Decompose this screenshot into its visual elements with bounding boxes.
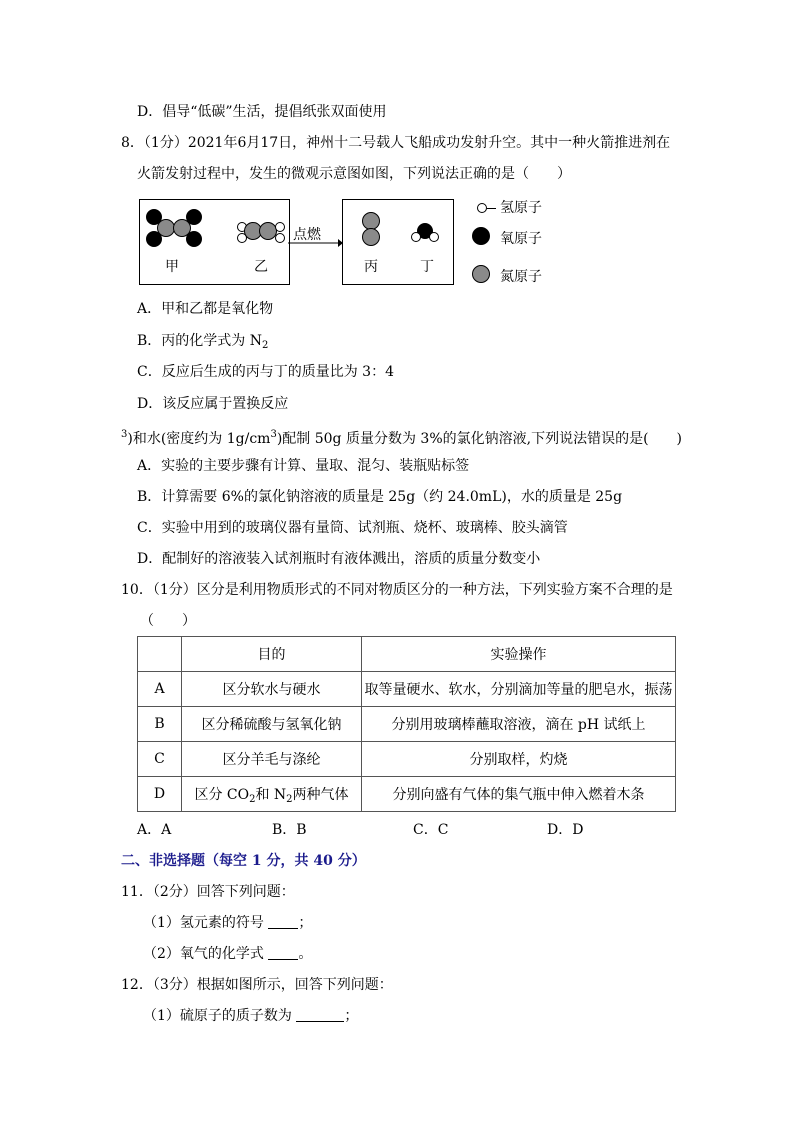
- hydrogen-atom: [411, 232, 421, 242]
- q11-part2-end: 。: [298, 946, 313, 962]
- answer-blank[interactable]: [268, 945, 298, 960]
- nitrogen-atom: [362, 228, 380, 246]
- q10-choice-b: B．B: [272, 822, 307, 838]
- row-purpose: 区分稀硫酸与氢氧化钠: [182, 707, 362, 742]
- q11-part1-end: ；: [298, 915, 313, 931]
- table-row: [138, 672, 676, 707]
- q9-option-a: A．实验的主要步骤有计算、量取、混匀、装瓶贴标签: [137, 458, 470, 474]
- legend-hydrogen: 氢原子: [500, 200, 542, 216]
- q12-part1-end: ；: [344, 1008, 359, 1024]
- q9-stem-sup2: 3: [270, 429, 277, 440]
- table-row: [138, 742, 676, 777]
- q11-part1-text: （1）氢元素的符号: [143, 915, 264, 931]
- reactant-label-1: 甲: [165, 259, 179, 275]
- q8-option-b: [137, 332, 268, 355]
- oxygen-legend-icon: [472, 227, 490, 245]
- experiment-table: [137, 636, 676, 812]
- row-label: B: [138, 707, 182, 742]
- legend-nitrogen: 氮原子: [500, 269, 542, 285]
- row-purpose: 区分羊毛与涤纶: [182, 742, 362, 777]
- purpose-text: 和 N: [255, 786, 287, 803]
- table-header-cell: 目的: [182, 637, 362, 672]
- product-label-1: 丙: [364, 259, 378, 275]
- legend-line: [487, 208, 496, 209]
- q7-option-d: D．倡导“低碳”生活，提倡纸张双面使用: [137, 104, 387, 120]
- product-label-2: 丁: [420, 259, 434, 275]
- q12-part1-text: （1）硫原子的质子数为: [143, 1008, 292, 1024]
- table-header-cell: 实验操作: [362, 637, 676, 672]
- legend-oxygen: 氧原子: [500, 231, 542, 247]
- q12-part1: [143, 1007, 358, 1025]
- purpose-sub: 2: [249, 793, 256, 805]
- row-purpose: 区分软水与硬水: [182, 672, 362, 707]
- row-operation: 取等量硬水、软水，分别滴加等量的肥皂水，振荡: [362, 672, 676, 707]
- table-row: [138, 707, 676, 742]
- q10-choice-a: A．A: [137, 822, 172, 838]
- q10-stem-line2: （ ）: [140, 613, 196, 629]
- purpose-sub: 2: [286, 793, 293, 805]
- hydrogen-atom: [275, 222, 285, 232]
- arrow-label: 点燃: [293, 227, 321, 243]
- row-operation: 分别取样，灼烧: [362, 742, 676, 777]
- q11-part2-text: （2）氧气的化学式: [143, 946, 264, 962]
- q11-stem: 11．（2分）回答下列问题：: [121, 884, 295, 900]
- q12-stem: 12．（3分）根据如图所示，回答下列问题：: [121, 977, 393, 993]
- answer-blank[interactable]: [268, 914, 298, 929]
- answer-blank[interactable]: [296, 1007, 344, 1022]
- row-purpose: [182, 777, 362, 812]
- q11-part2: [143, 945, 312, 963]
- reaction-arrow-icon: [288, 238, 343, 248]
- row-label: A: [138, 672, 182, 707]
- table-row: [138, 777, 676, 812]
- nitrogen-atom: [173, 219, 191, 237]
- q8-stem-line1: 8．（1分）2021年6月17日，神州十二号载人飞船成功发射升空。其中一种火箭推进剂在: [121, 135, 671, 151]
- q9-stem-a: )和水(密度约为 1g/cm: [127, 431, 271, 447]
- q11-part1: [143, 914, 312, 932]
- q8-stem-line2: 火箭发射过程中，发生的微观示意图如图，下列说法正确的是（ ）: [137, 166, 571, 182]
- hydrogen-atom: [275, 233, 285, 243]
- table-header-cell: [138, 637, 182, 672]
- q9-option-b: B．计算需要 6%的氯化钠溶液的质量是 25g（约 24.0mL)，水的质量是 25g: [137, 489, 623, 505]
- q9-option-d: D．配制好的溶液装入试剂瓶时有液体溅出，溶质的质量分数变小: [137, 551, 541, 567]
- section-title: 二、非选择题（每空 1 分，共 40 分）: [121, 853, 366, 869]
- q8-option-b-text: B．丙的化学式为 N: [137, 333, 262, 349]
- row-label: C: [138, 742, 182, 777]
- purpose-text: 区分 CO: [194, 786, 250, 803]
- q10-choice-c: C．C: [413, 822, 449, 838]
- q8-option-b-sub: 2: [262, 340, 269, 351]
- q8-option-a: A．甲和乙都是氧化物: [137, 301, 274, 317]
- q10-choice-d: D．D: [547, 822, 584, 838]
- purpose-text: 两种气体: [292, 786, 349, 803]
- hydrogen-legend-icon: [477, 203, 487, 213]
- q9-option-c: C．实验中用到的玻璃仪器有量筒、试剂瓶、烧杯、玻璃棒、胶头滴管: [137, 520, 568, 536]
- q8-option-d: D．该反应属于置换反应: [137, 396, 289, 412]
- table-header-row: [138, 637, 676, 672]
- reactant-label-2: 乙: [254, 259, 268, 275]
- q8-option-c: C．反应后生成的丙与丁的质量比为 3：4: [137, 364, 394, 380]
- product-box: [342, 199, 454, 285]
- row-operation: 分别用玻璃棒蘸取溶液，滴在 pH 试纸上: [362, 707, 676, 742]
- row-operation: 分别向盛有气体的集气瓶中伸入燃着木条: [362, 777, 676, 812]
- q10-stem-line1: 10．（1分）区分是利用物质形式的不同对物质区分的一种方法，下列实验方案不合理的是: [121, 582, 673, 598]
- q9-stem-sup: 3: [121, 429, 128, 440]
- q9-stem-b: )配制 50g 质量分数为 3%的氯化钠溶液,下列说法错误的是( ): [276, 431, 682, 447]
- nitrogen-legend-icon: [472, 265, 490, 283]
- q9-stem: [121, 426, 682, 448]
- row-label: D: [138, 777, 182, 812]
- hydrogen-atom: [429, 232, 439, 242]
